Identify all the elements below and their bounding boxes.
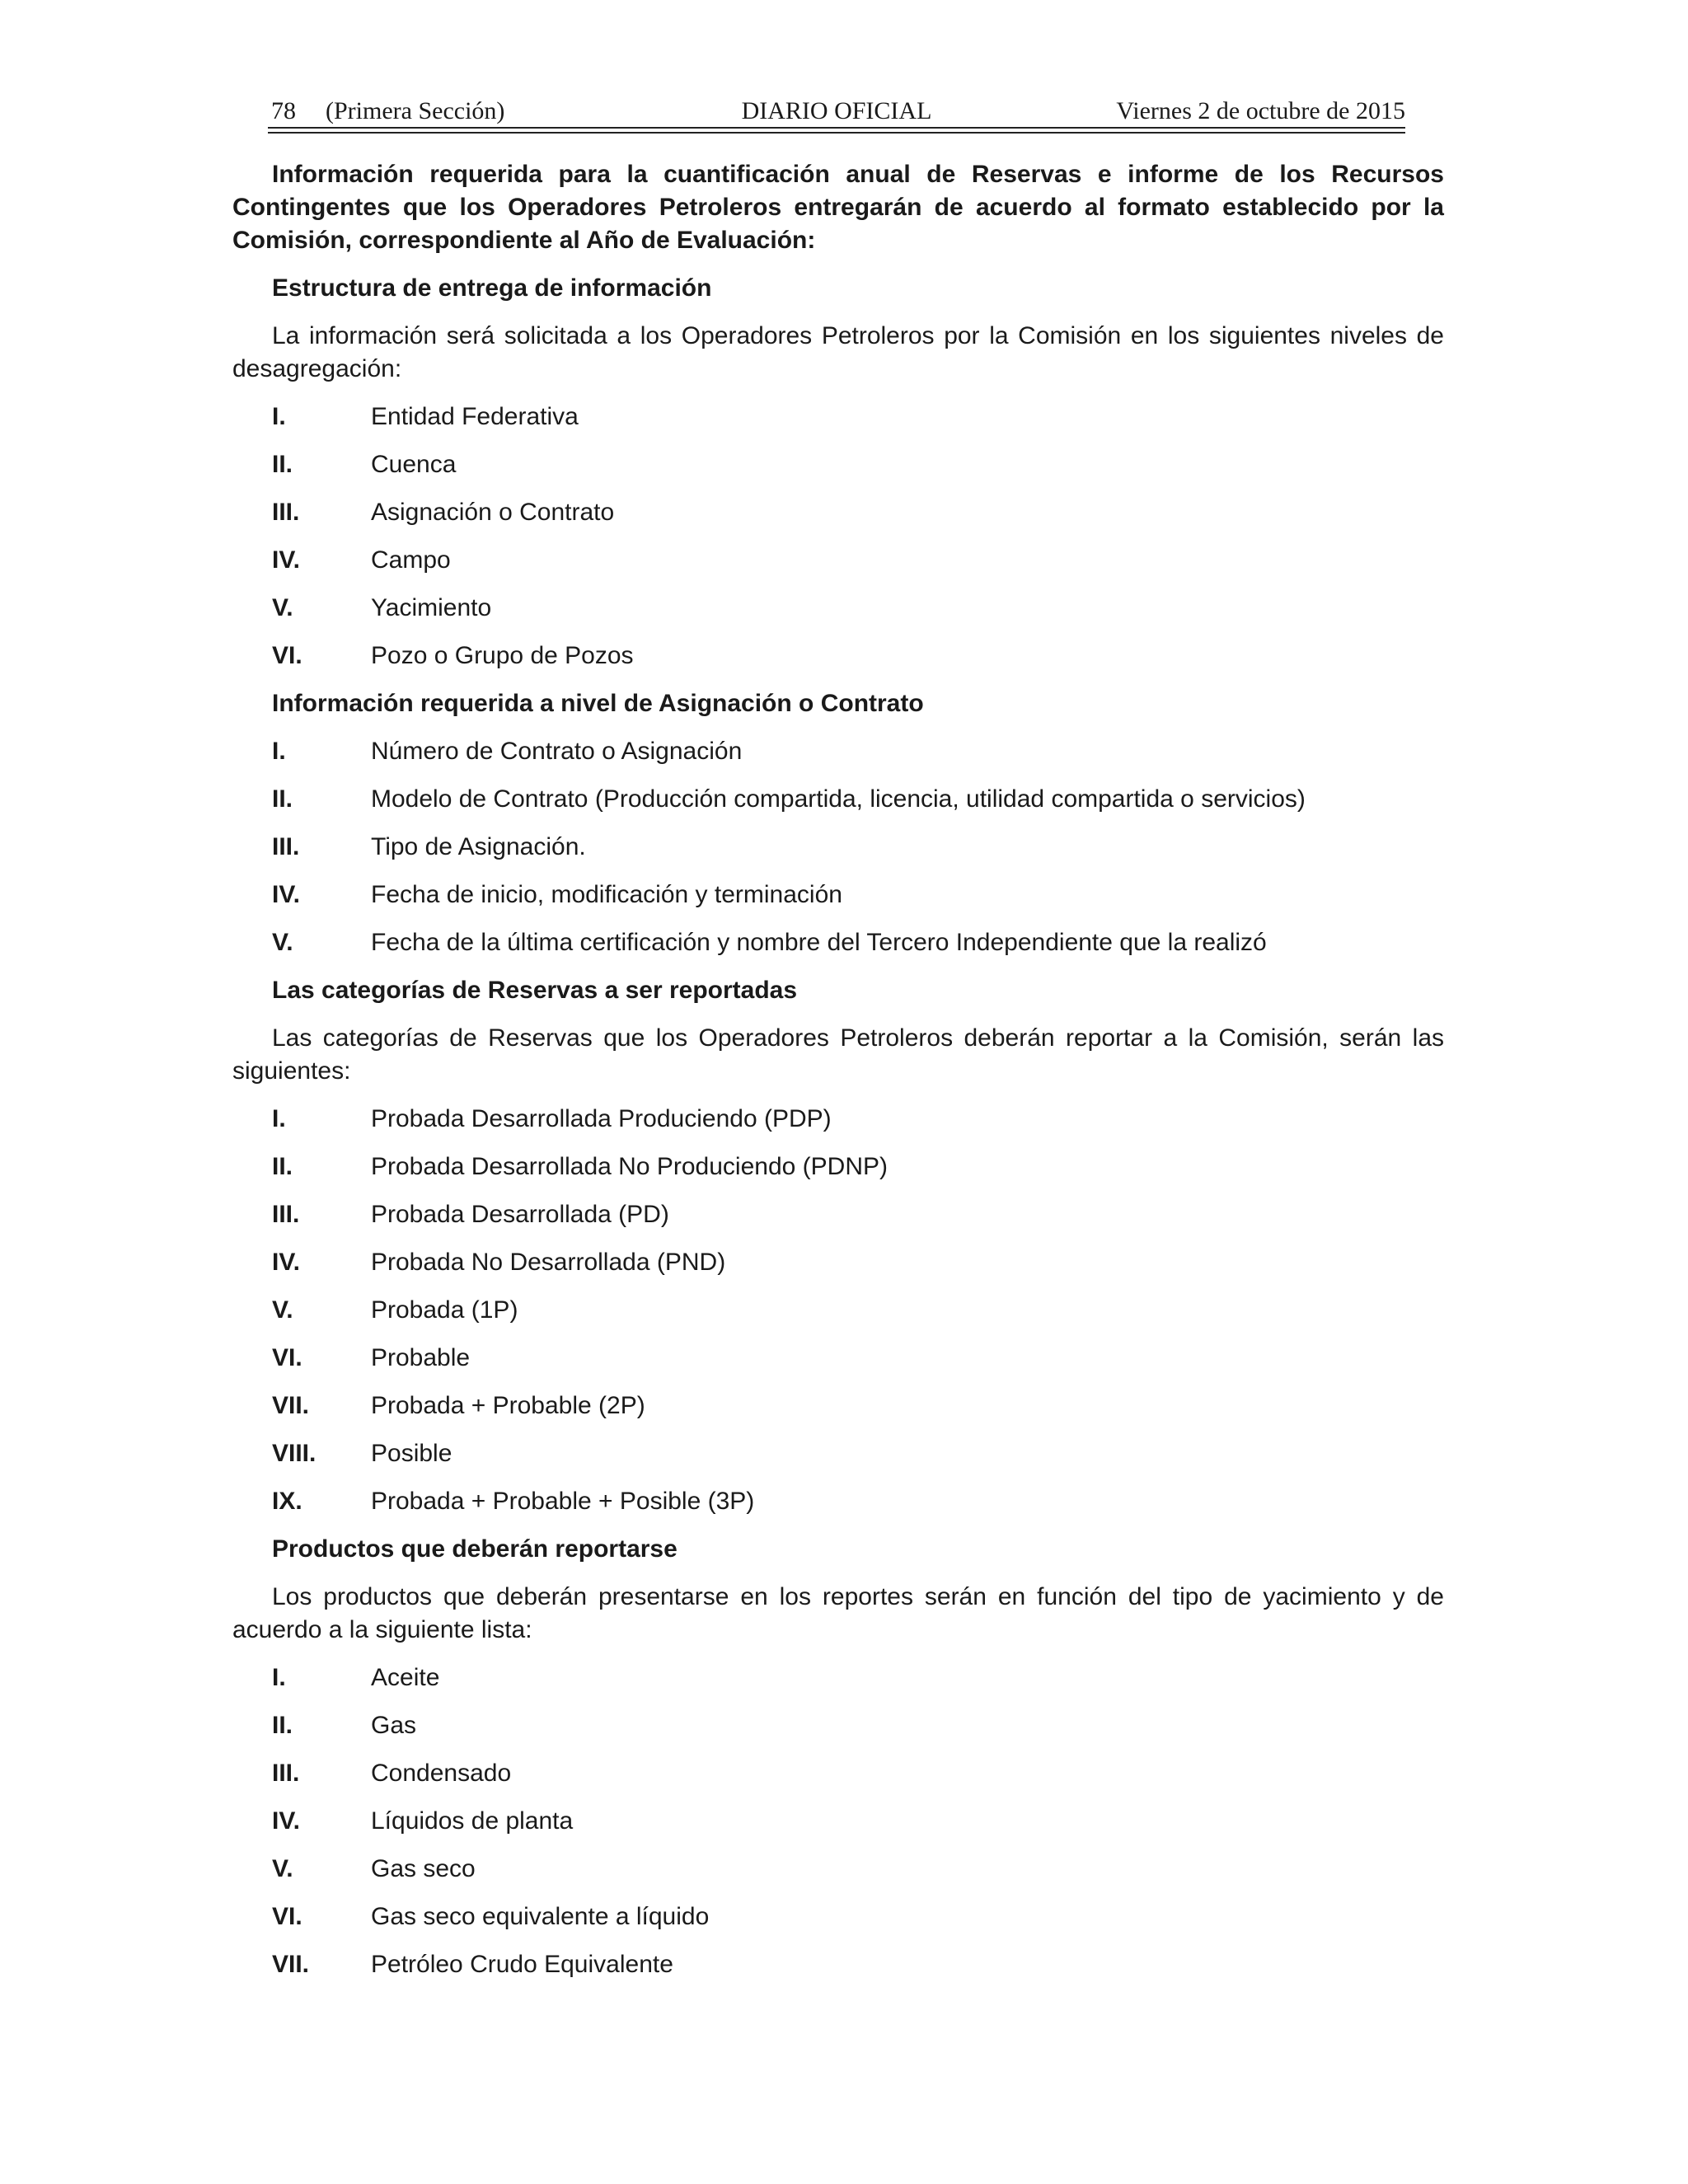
item-number: II. <box>272 1153 293 1180</box>
item-number: V. <box>272 1855 293 1882</box>
item-number: VII. <box>272 1951 310 1978</box>
item-text: Asignación o Contrato <box>371 499 615 526</box>
list-item <box>232 401 1444 434</box>
list-item <box>232 1853 1444 1886</box>
item-text: Cuenca <box>371 451 457 478</box>
section-paragraph: Los productos que deberán presentarse en los reportes serán en función del tipo de yacimiento y de acuerdo a la siguiente lista: <box>232 1583 1444 1643</box>
item-text: Probada + Probable + Posible (3P) <box>371 1488 755 1515</box>
intro-paragraph: Información requerida para la cuantificación anual de Reservas e informe de los Recursos Contingentes que los Operadores Petroleros entregarán de acuerdo al formato establecido por la Comisión, correspondiente al Año de Evaluación: <box>232 161 1444 254</box>
item-number: VI. <box>272 1903 302 1930</box>
item-text: Número de Contrato o Asignación <box>371 738 743 765</box>
list-item <box>232 1342 1444 1375</box>
list-item <box>232 1661 1444 1694</box>
item-number: I. <box>272 403 286 430</box>
item-text: Tipo de Asignación. <box>371 833 586 860</box>
item-number: IV. <box>272 546 300 574</box>
list-item <box>232 926 1444 959</box>
list-item <box>232 735 1444 768</box>
item-text: Gas seco equivalente a líquido <box>371 1903 710 1930</box>
item-text: Condensado <box>371 1760 512 1787</box>
item-number: VII. <box>272 1392 310 1419</box>
numbered-list <box>232 735 1444 959</box>
item-number: IV. <box>272 881 300 908</box>
list-item <box>232 592 1444 625</box>
list-item <box>232 1246 1444 1279</box>
item-text: Probada (1P) <box>371 1296 518 1324</box>
publication-date: Viernes 2 de octubre de 2015 <box>1116 97 1405 124</box>
item-text: Entidad Federativa <box>371 403 579 430</box>
list-item <box>232 879 1444 912</box>
list-item <box>232 496 1444 529</box>
document-body <box>232 158 1444 1996</box>
publication-title: DIARIO OFICIAL <box>741 97 932 124</box>
item-text: Líquidos de planta <box>371 1807 574 1835</box>
item-number: III. <box>272 499 300 526</box>
item-text: Pozo o Grupo de Pozos <box>371 642 634 669</box>
item-text: Gas <box>371 1712 417 1739</box>
item-text: Probada Desarrollada Produciendo (PDP) <box>371 1105 832 1132</box>
list-item <box>232 1151 1444 1183</box>
header-rule-bottom <box>268 132 1405 134</box>
item-number: V. <box>272 594 293 621</box>
list-item <box>232 1709 1444 1742</box>
item-number: III. <box>272 1760 300 1787</box>
item-number: III. <box>272 833 300 860</box>
list-item <box>232 1198 1444 1231</box>
item-text: Fecha de la última certificación y nombre del Tercero Independiente que la realizó <box>371 929 1267 956</box>
list-item <box>232 1485 1444 1518</box>
section-paragraph: Las categorías de Reservas que los Operadores Petroleros deberán reportar a la Comisión, serán las siguientes: <box>232 1024 1444 1085</box>
item-number: I. <box>272 1105 286 1132</box>
item-text: Modelo de Contrato (Producción compartida, licencia, utilidad compartida o servicios) <box>371 785 1306 813</box>
item-text: Probada No Desarrollada (PND) <box>371 1249 726 1276</box>
list-item <box>232 1103 1444 1136</box>
numbered-list <box>232 1103 1444 1518</box>
section-paragraph: La información será solicitada a los Operadores Petroleros por la Comisión en los siguientes niveles de desagregación: <box>232 322 1444 382</box>
item-text: Fecha de inicio, modificación y terminación <box>371 881 842 908</box>
list-item <box>232 640 1444 673</box>
list-item <box>232 1805 1444 1838</box>
list-item <box>232 783 1444 816</box>
item-text: Posible <box>371 1440 452 1467</box>
item-text: Campo <box>371 546 451 574</box>
list-item <box>232 448 1444 481</box>
numbered-list <box>232 1661 1444 1981</box>
item-number: III. <box>272 1201 300 1228</box>
list-item <box>232 1390 1444 1422</box>
item-number: II. <box>272 1712 293 1739</box>
item-number: V. <box>272 1296 293 1324</box>
list-item <box>232 1437 1444 1470</box>
section-heading: Las categorías de Reservas a ser reportadas <box>272 977 798 1004</box>
item-text: Probada Desarrollada (PD) <box>371 1201 669 1228</box>
item-text: Gas seco <box>371 1855 476 1882</box>
item-number: I. <box>272 738 286 765</box>
item-number: I. <box>272 1664 286 1691</box>
item-number: IV. <box>272 1249 300 1276</box>
list-item <box>232 1757 1444 1790</box>
item-text: Probable <box>371 1344 471 1371</box>
item-number: II. <box>272 451 293 478</box>
list-item <box>232 1900 1444 1933</box>
item-number: II. <box>272 785 293 813</box>
item-text: Probada Desarrollada No Produciendo (PDNP) <box>371 1153 888 1180</box>
numbered-list <box>232 401 1444 673</box>
item-number: IV. <box>272 1807 300 1835</box>
header-rule-top <box>268 127 1405 129</box>
item-text: Petróleo Crudo Equivalente <box>371 1951 673 1978</box>
item-number: VI. <box>272 642 302 669</box>
section-heading: Estructura de entrega de información <box>272 274 712 302</box>
item-number: VI. <box>272 1344 302 1371</box>
list-item <box>232 1948 1444 1981</box>
section-label: (Primera Sección) <box>326 97 505 124</box>
list-item <box>232 544 1444 577</box>
item-text: Yacimiento <box>371 594 492 621</box>
list-item <box>232 831 1444 864</box>
item-number: V. <box>272 929 293 956</box>
item-number: VIII. <box>272 1440 316 1467</box>
item-number: IX. <box>272 1488 302 1515</box>
section-heading: Productos que deberán reportarse <box>272 1535 678 1563</box>
section-heading: Información requerida a nivel de Asignación o Contrato <box>272 690 924 717</box>
item-text: Aceite <box>371 1664 440 1691</box>
item-text: Probada + Probable (2P) <box>371 1392 645 1419</box>
list-item <box>232 1294 1444 1327</box>
page-number: 78 <box>271 97 296 124</box>
